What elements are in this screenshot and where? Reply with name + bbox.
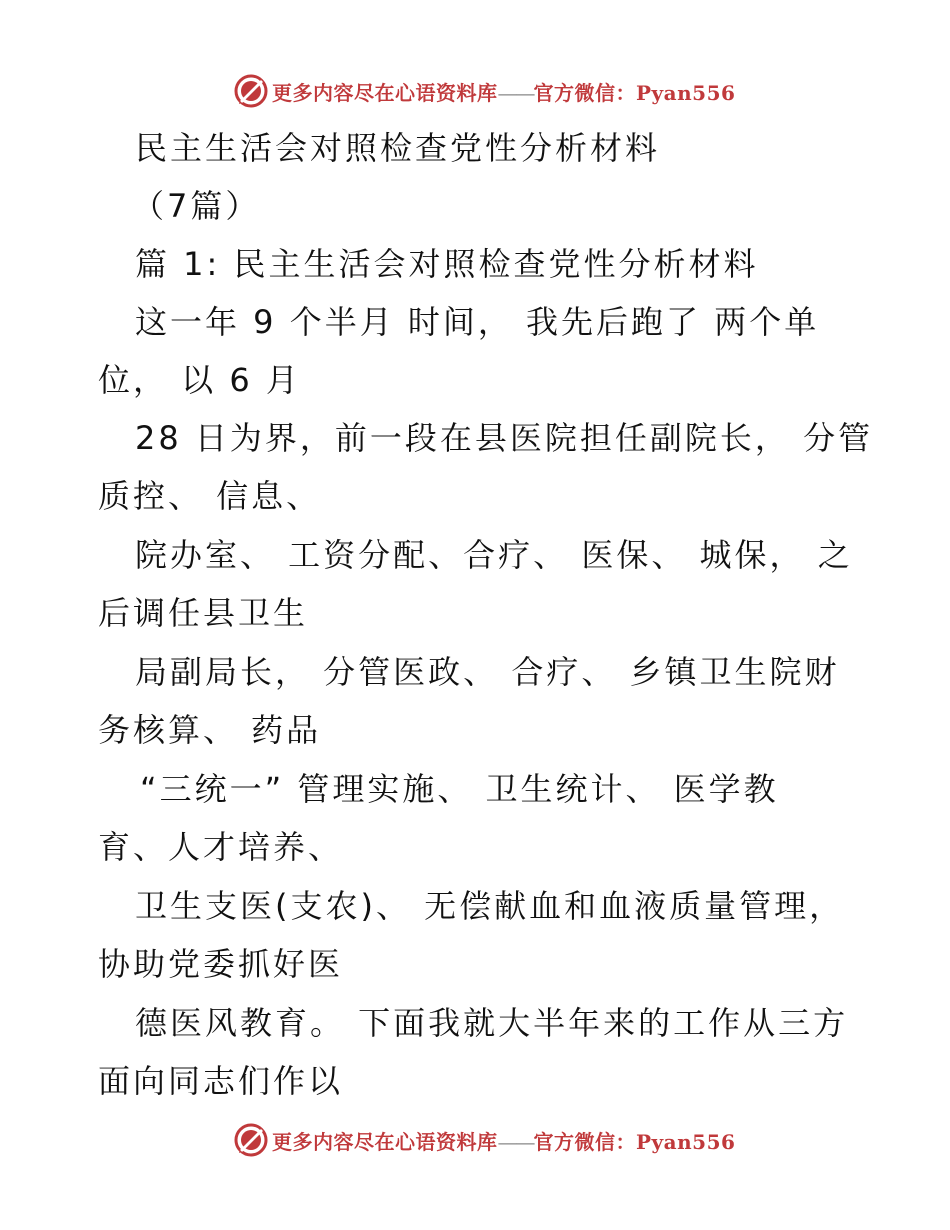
body-line: 质控、 信息、: [98, 477, 322, 515]
footer-banner: [234, 1121, 735, 1159]
body-line: 这一年 9 个半月 时间， 我先后跑了 两个单: [135, 303, 820, 341]
section-heading: 篇 1: 民主生活会对照检查党性分析材料: [135, 245, 759, 283]
document-subtitle: （7篇）: [132, 187, 261, 225]
body-line: 协助党委抓好医: [98, 945, 344, 983]
body-line: 28 日为界，前一段在县医院担任副院长， 分管: [135, 419, 874, 457]
red-pen-circle-icon: [234, 74, 268, 108]
header-banner: [234, 72, 735, 110]
header-banner-text: 更多内容尽在心语资料库——官方微信：Pyan556: [272, 80, 736, 105]
body-line: 院办室、 工资分配、合疗、 医保、 城保， 之: [135, 536, 853, 574]
footer-banner-text: 更多内容尽在心语资料库——官方微信：Pyan556: [272, 1129, 736, 1154]
body-line: 德医风教育。 下面我就大半年来的工作从三方: [135, 1004, 849, 1042]
body-line: 位， 以 6 月: [98, 361, 301, 399]
document-title: 民主生活会对照检查党性分析材料: [135, 129, 661, 167]
body-line: 局副局长， 分管医政、 合疗、 乡镇卫生院财: [135, 653, 840, 691]
body-line: 育、人才培养、: [98, 828, 344, 866]
body-line: 务核算、 药品: [98, 711, 322, 749]
red-pen-circle-icon: [234, 1123, 268, 1157]
body-line: “三统一” 管理实施、 卫生统计、 医学教: [140, 770, 779, 808]
body-line: 面向同志们作以: [98, 1062, 344, 1100]
body-line: 卫生支医(支农)、 无偿献血和血液质量管理，: [135, 887, 845, 925]
body-line: 后调任县卫生: [98, 594, 309, 632]
